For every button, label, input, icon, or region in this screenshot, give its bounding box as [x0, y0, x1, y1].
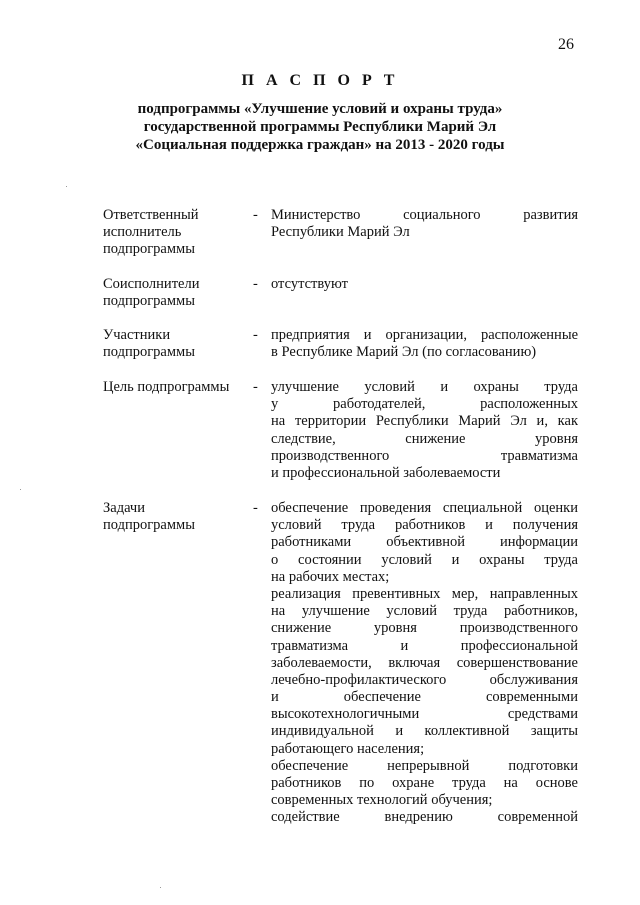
row-value-line: обеспечение непрерывной подготовки — [271, 757, 578, 774]
row-label-line: подпрограммы — [103, 344, 195, 361]
row-label — [103, 207, 253, 259]
row-value-line: Министерство социального развития — [271, 207, 578, 223]
passport-row-coexecutors — [103, 276, 578, 310]
row-value-line: обеспечение проведения специальной оценки — [271, 500, 578, 516]
row-label-line: Цель подпрограммы — [103, 379, 230, 395]
row-dash: - — [253, 500, 258, 516]
row-value-line: снижение уровня производственного — [271, 620, 578, 637]
row-label-line: Соисполнители — [103, 276, 200, 292]
row-value-line: у работодателей, расположенных — [271, 396, 578, 413]
document-subtitle — [0, 100, 640, 154]
row-value-line: и обеспечение современными — [271, 689, 578, 706]
passport-row-responsible — [103, 207, 578, 259]
row-dash: - — [253, 379, 258, 395]
row-value-line: на территории Республики Марий Эл и, как — [271, 413, 578, 430]
subtitle-line: «Социальная поддержка граждан» на 2013 - 2020 годы — [135, 137, 505, 153]
row-label-line: Участники — [103, 327, 171, 343]
row-label-line: подпрограммы — [103, 293, 195, 310]
document-title: П А С П О Р Т — [241, 72, 399, 89]
row-value-line: травматизма и профессиональной — [271, 637, 578, 654]
row-value — [271, 500, 578, 827]
row-value-line: на рабочих местах; — [271, 568, 390, 585]
row-label-line: исполнитель — [103, 224, 182, 241]
row-label-line: Ответственный — [103, 207, 199, 223]
row-value-line: условий труда работников и получения — [271, 517, 578, 534]
row-label-line: подпрограммы — [103, 241, 195, 258]
row-value — [271, 276, 578, 293]
row-value-line: следствие, снижение уровня — [271, 430, 578, 447]
subtitle-line: подпрограммы «Улучшение условий и охраны труда» — [137, 101, 503, 117]
row-value-line: Республики Марий Эл — [271, 224, 410, 241]
row-label — [103, 379, 253, 396]
row-value-line: о состоянии условий и охраны труда — [271, 551, 578, 568]
row-value — [271, 379, 578, 482]
scan-speck — [66, 186, 67, 187]
page-number: 26 — [558, 36, 574, 53]
row-label — [103, 500, 253, 534]
row-dash: - — [253, 207, 258, 223]
passport-row-tasks — [103, 500, 578, 827]
row-value-line: работников по охране труда на основе — [271, 775, 578, 791]
row-value-line: в Республике Марий Эл (по согласованию) — [271, 344, 537, 361]
row-value-line: на улучшение условий труда работников, — [271, 603, 578, 620]
passport-row-participants — [103, 327, 578, 361]
row-dash: - — [253, 327, 258, 343]
row-value-line: производственного травматизма — [271, 447, 578, 464]
row-value-line: предприятия и организации, расположенные — [271, 327, 578, 343]
row-value — [271, 327, 578, 361]
row-dash: - — [253, 276, 258, 292]
row-value-line: современных технологий обучения; — [271, 792, 493, 809]
row-value-line: заболеваемости, включая совершенствование — [271, 654, 578, 671]
row-value-line: высокотехнологичными средствами — [271, 706, 578, 723]
scan-speck — [20, 489, 21, 490]
row-value — [271, 207, 578, 241]
row-value-line: работающего населения; — [271, 740, 425, 757]
passport-row-goal — [103, 379, 578, 482]
row-value-line: работниками объективной информации — [271, 534, 578, 551]
row-value-line: отсутствуют — [271, 276, 348, 292]
row-value-line: содействие внедрению современной — [271, 809, 578, 826]
row-value-line: реализация превентивных мер, направленных — [271, 585, 578, 602]
scan-speck — [160, 887, 161, 888]
row-value-line: и профессиональной заболеваемости — [271, 464, 501, 481]
row-label — [103, 327, 253, 361]
row-value-line: индивидуальной и коллективной защиты — [271, 723, 578, 740]
subtitle-line: государственной программы Республики Марий Эл — [143, 119, 497, 135]
row-value-line: улучшение условий и охраны труда — [271, 379, 578, 395]
row-label-line: Задачи — [103, 500, 145, 516]
row-value-line: лечебно-профилактического обслуживания — [271, 671, 578, 688]
row-label-line: подпрограммы — [103, 517, 195, 534]
row-label — [103, 276, 253, 310]
